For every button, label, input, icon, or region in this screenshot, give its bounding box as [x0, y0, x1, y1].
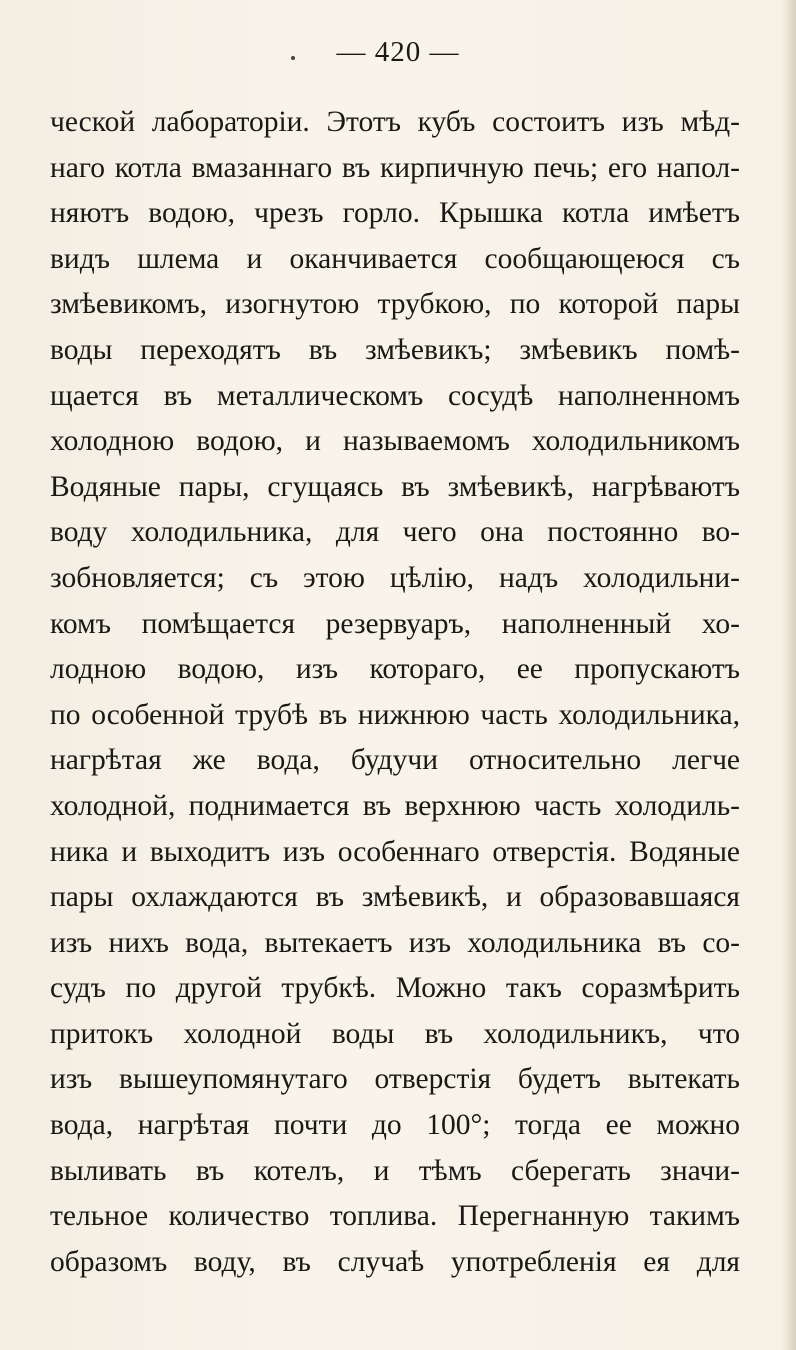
text-line: нагрѣтая же вода, будучи относительно легче	[50, 744, 740, 777]
text-line: изъ нихъ вода, вытекаетъ изъ холодильника въ со-	[50, 926, 740, 959]
text-line: холодной, поднимается въ верхнюю часть холодиль-	[50, 789, 740, 822]
body-text	[50, 100, 740, 1285]
text-line: притокъ холодной воды въ холодильникъ, что	[50, 1017, 740, 1050]
text-line: ника и выходитъ изъ особеннаго отверстія. Водяные	[50, 835, 740, 868]
page-edge-shadow	[782, 0, 796, 1350]
text-line: судъ по другой трубкѣ. Можно такъ соразмѣрить	[50, 972, 740, 1005]
text-line: комъ помѣщается резервуаръ, наполненный хо-	[50, 607, 740, 640]
text-line: змѣевикомъ, изогнутою трубкою, по которой пары	[50, 288, 740, 321]
text-line: лодною водою, изъ котораго, ее пропускаютъ	[50, 653, 740, 686]
text-line: Водяные пары, сгущаясь въ змѣевикѣ, нагрѣваютъ	[50, 470, 740, 503]
text-line: воды переходятъ въ змѣевикъ; змѣевикъ помѣ-	[50, 333, 740, 366]
text-line: зобновляется; съ этою цѣлію, надъ холодильни-	[50, 561, 740, 594]
text-line: воду холодильника, для чего она постоянно во-	[50, 516, 740, 549]
text-line: выливать въ котелъ, и тѣмъ сберегать значи-	[50, 1154, 740, 1187]
text-line: образомъ воду, въ случаѣ употребленія ея для	[50, 1245, 740, 1278]
text-line: наго котла вмазаннаго въ кирпичную печь; его напол-	[50, 151, 740, 184]
text-line: ческой лабораторіи. Этотъ кубъ состоитъ изъ мѣд-	[50, 106, 740, 138]
text-line: няютъ водою, чрезъ горло. Крышка котла имѣетъ	[50, 197, 740, 230]
text-line: щается въ металлическомъ сосудѣ наполненномъ	[50, 379, 740, 412]
text-line: вода, нагрѣтая почти до 100°; тогда ее можно	[50, 1109, 740, 1142]
text-line: по особенной трубѣ въ нижнюю часть холодильника,	[50, 698, 740, 731]
text-line: холодною водою, и называемомъ холодильникомъ	[50, 425, 740, 458]
page-number: — 420 —	[336, 36, 460, 68]
text-line: пары охлаждаются въ змѣевикѣ, и образовавшаяся	[50, 881, 740, 914]
text-line: тельное количество топлива. Перегнанную такимъ	[50, 1200, 740, 1233]
text-line: видъ шлема и оканчивается сообщающеюся съ	[50, 242, 740, 275]
text-line: изъ вышеупомянутаго отверстія будетъ вытекать	[50, 1063, 740, 1096]
